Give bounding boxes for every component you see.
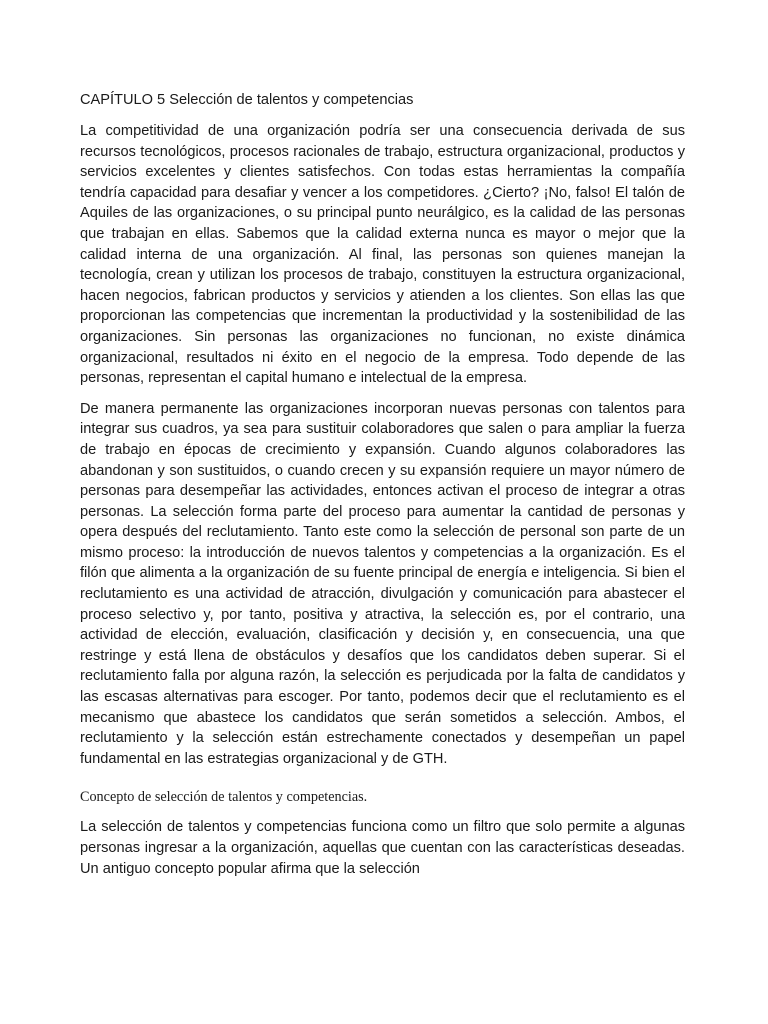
section-paragraph: La selección de talentos y competencias funciona como un filtro que solo permite a algunas personas ingresar a la organización, aquellas que cuentan con las características deseadas. Un antiguo concepto popular afirma que la selección [80, 819, 685, 877]
chapter-title: CAPÍTULO 5 Selección de talentos y competencias [80, 92, 414, 108]
paragraph-1: La competitividad de una organización podría ser una consecuencia derivada de sus recursos tecnológicos, procesos racionales de trabajo, estructura organizacional, productos y servicios excelentes y clientes satisfechos. Con todas estas herramientas la compañía tendría capacidad para desafiar y vencer a los competidores. ¿Cierto? ¡No, falso! El talón de Aquiles de las organizaciones, o su principal punto neurálgico, es la calidad de las personas que trabajan en ellas. Sabemos que la calidad externa nunca es mayor o mejor que la calidad interna de una organización. Al final, las personas son quienes manejan la tecnología, crean y utilizan los procesos de trabajo, constituyen la estructura organizacional, hacen negocios, fabrican productos y servicios y atienden a los clientes. Son ellas las que proporcionan las competencias que incrementan la productividad y la sostenibilidad de las organizaciones. Sin personas las organizaciones no funcionan, no existe dinámica organizacional, resultados ni éxito en el negocio de la empresa. Todo depende de las personas, representan el capital humano e intelectual de la empresa. [80, 123, 685, 387]
paragraph-2: De manera permanente las organizaciones incorporan nuevas personas con talentos para integrar sus cuadros, ya sea para sustituir colaboradores que salen o para ampliar la fuerza de trabajo en épocas de crecimiento y expansión. Cuando algunos colaboradores las abandonan y son sustituidos, o cuando crecen y su expansión requiere un mayor número de personas para desempeñar las actividades, entonces activan el proceso de integrar a otras personas. La selección forma parte del proceso para aumentar la cantidad de personas y opera después del reclutamiento. Tanto este como la selección de personal son parte de un mismo proceso: la introducción de nuevos talentos y competencias a la organización. Es el filón que alimenta a la organización de su fuente principal de energía e inteligencia. Si bien el reclutamiento es una actividad de atracción, divulgación y comunicación para abastecer el proceso selectivo y, por tanto, positiva y atractiva, la selección es, por el contrario, una actividad de elección, evaluación, clasificación y decisión y, en consecuencia, una que restringe y está llena de obstáculos y desafíos que los candidatos deben superar. Si el reclutamiento falla por alguna razón, la selección es perjudicada por la falta de candidatos y las escasas alternativas para escoger. Por tanto, podemos decir que el reclutamiento es el mecanismo que abastece los candidatos que serán sometidos a selección. Ambos, el reclutamiento y la selección están estrechamente conectados y desempeñan un papel fundamental en las estrategias organizacional y de GTH. [80, 400, 685, 767]
document-page [80, 90, 685, 889]
section-title: Concepto de selección de talentos y competencias. [80, 789, 368, 806]
